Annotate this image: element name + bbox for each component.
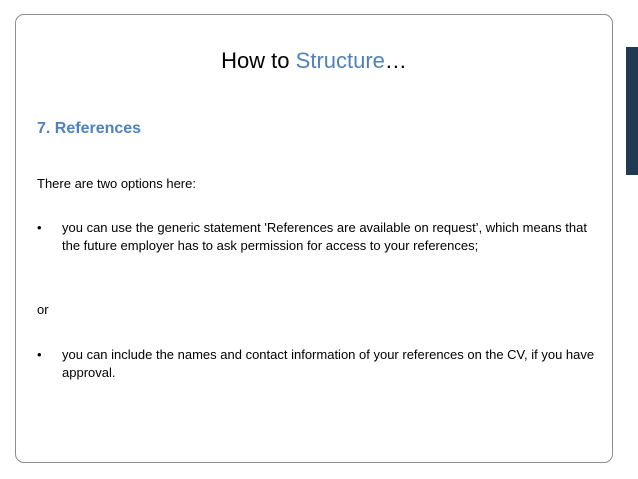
side-accent-bar [626, 47, 638, 175]
intro-text: There are two options here: [37, 176, 196, 191]
title-prefix: How to [221, 48, 296, 73]
bullet-item [37, 219, 607, 255]
section-heading: 7. References [37, 120, 142, 137]
bullet-text: you can include the names and contact information of your references on the CV, if you have approval. [62, 347, 595, 380]
bullet-mark: • [37, 220, 42, 235]
bullet-item [37, 346, 607, 382]
bullet-mark: • [37, 347, 42, 362]
title-accent: Structure [295, 48, 385, 73]
bullet-text: you can use the generic statement 'References are available on request’, which means that the future employer has to ask permission for access to your references; [62, 220, 587, 253]
connector-text: or [37, 302, 49, 317]
title-suffix: … [384, 48, 407, 73]
slide-title [15, 47, 613, 75]
